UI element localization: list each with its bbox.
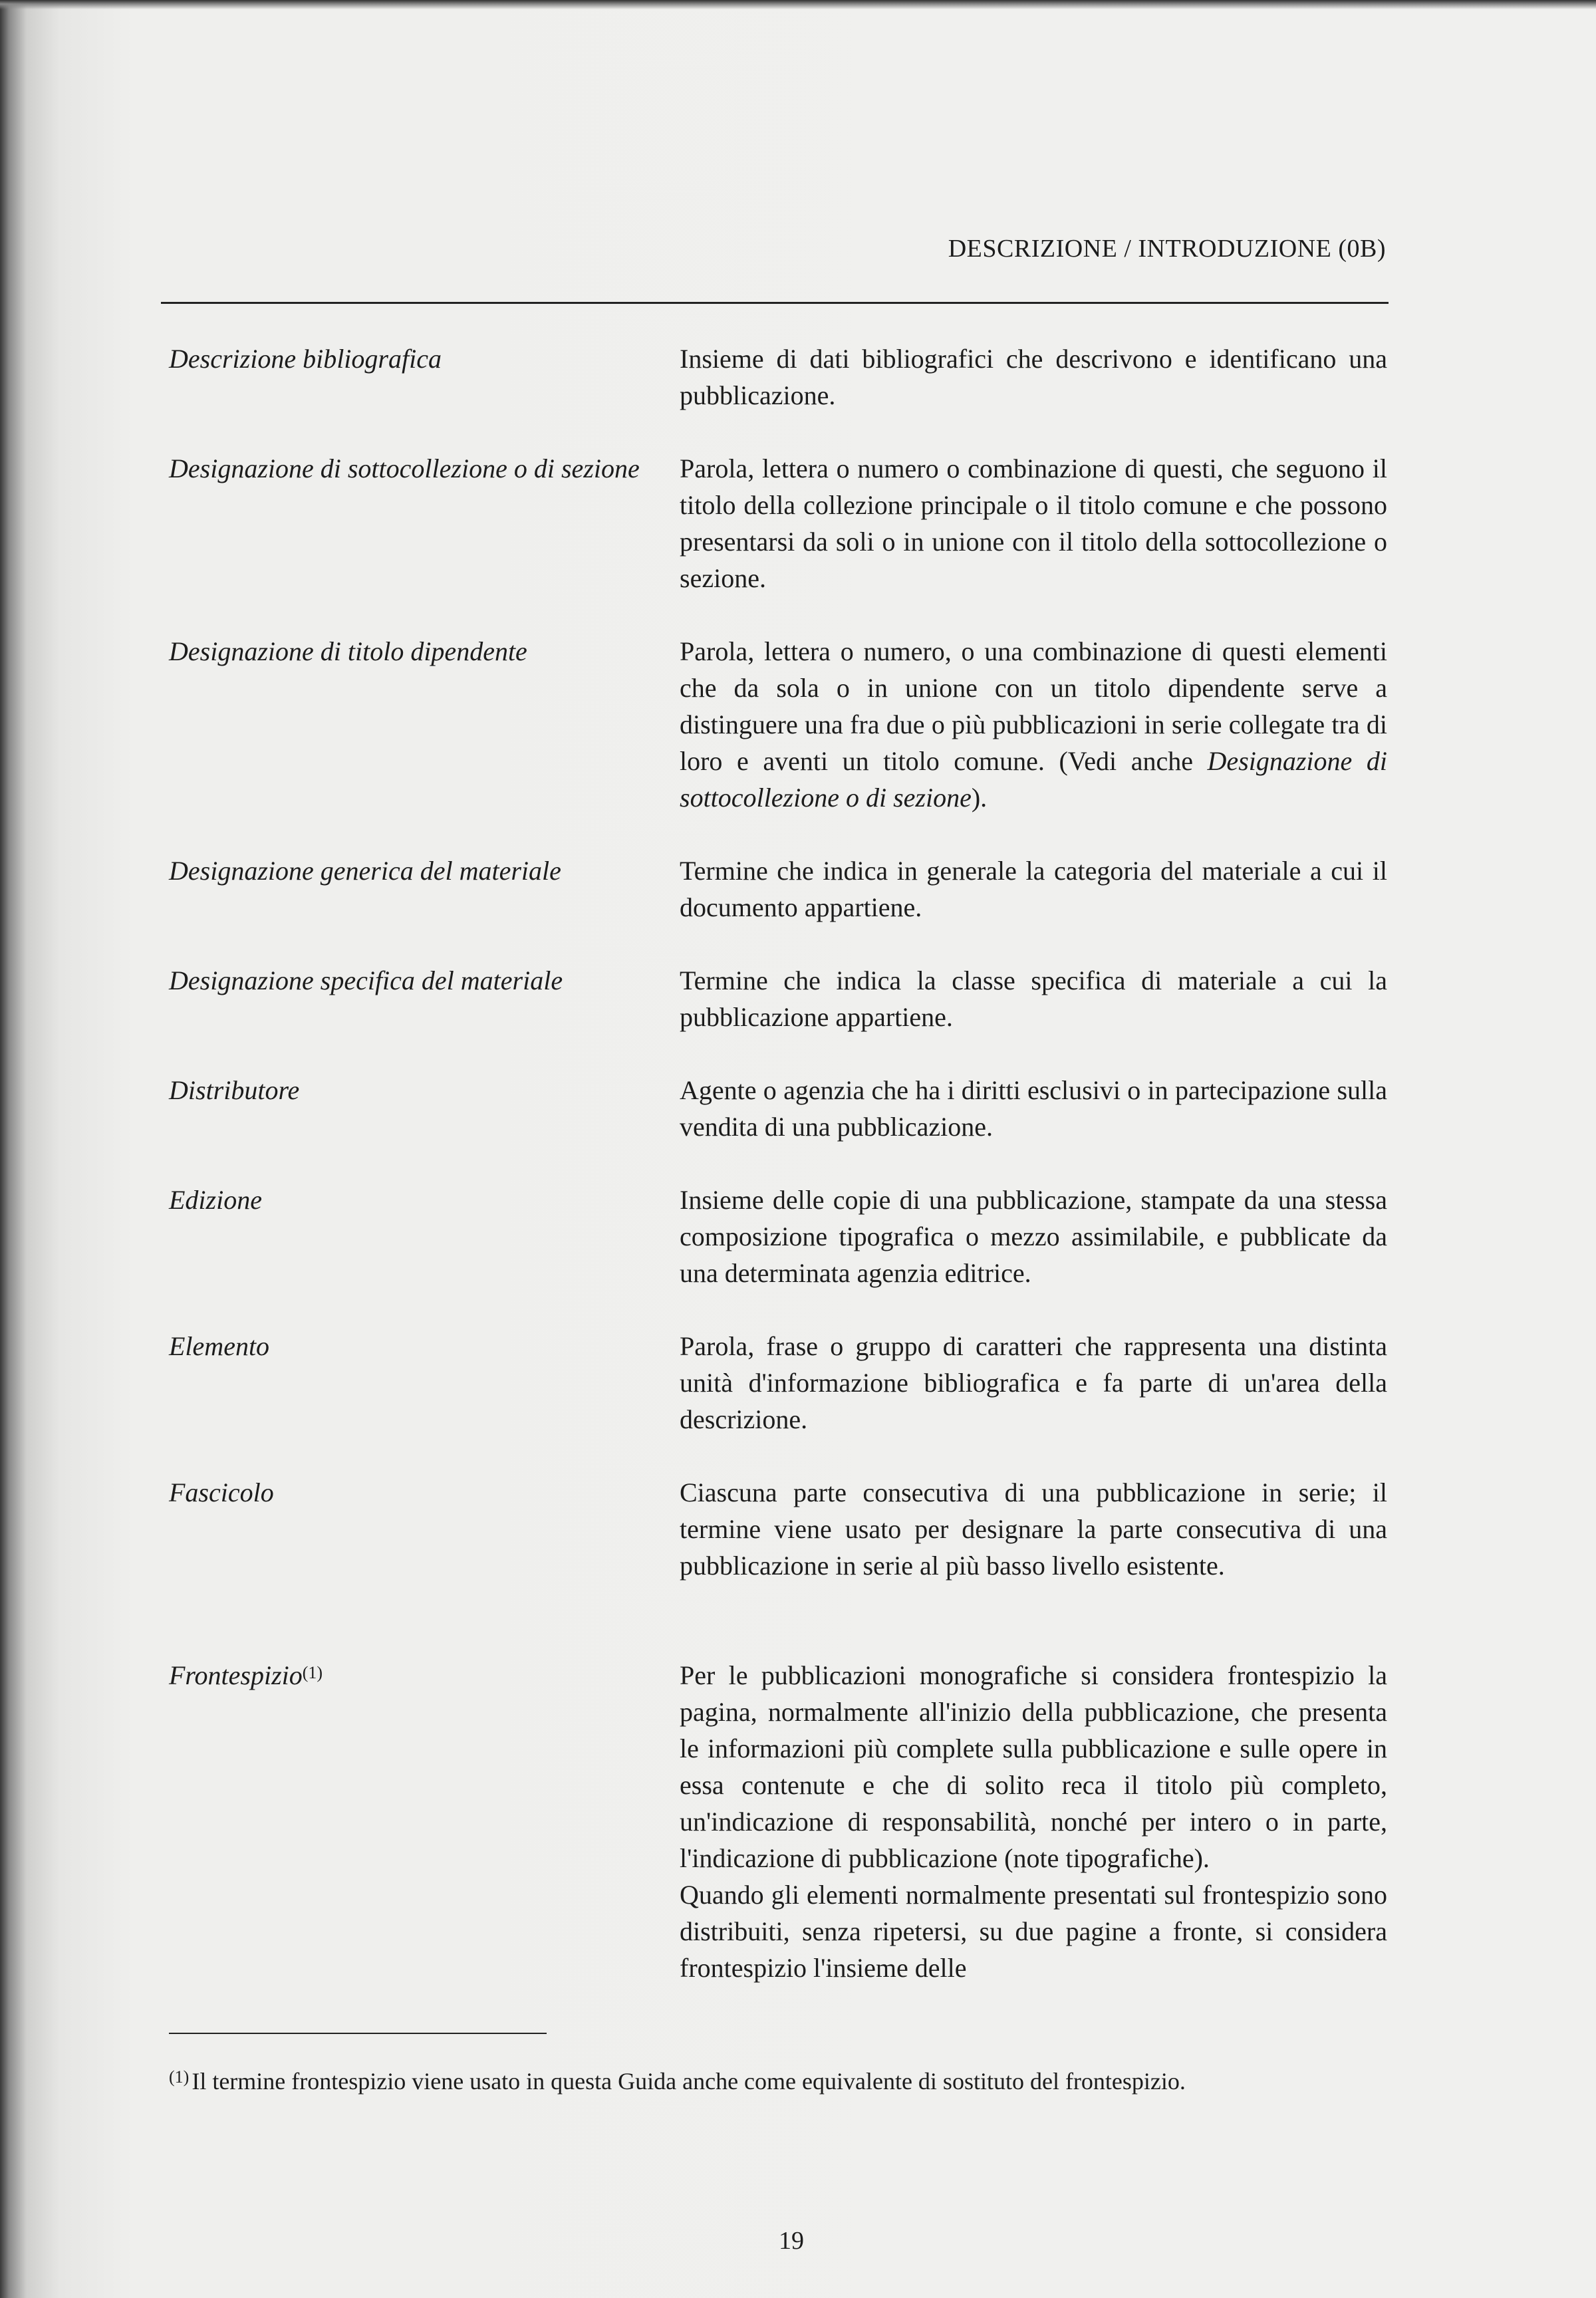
definition-designazione-generica: [680, 852, 1387, 926]
page-number: 19: [779, 2227, 804, 2255]
definition-text-end: ).: [971, 783, 988, 813]
definition-distributore: [680, 1072, 1387, 1145]
definition-designazione-specifica: [680, 962, 1387, 1035]
term-descrizione-bibliografica: Descrizione bibliografica: [169, 344, 442, 374]
term-frontespizio: [169, 1657, 674, 1694]
term-edizione: Edizione: [169, 1185, 262, 1215]
footnote-number: (1): [169, 2067, 190, 2087]
definition-descrizione-bibliografica: [680, 340, 1387, 414]
term-designazione-generica: Designazione generica del materiale: [169, 856, 561, 886]
definition-text: Insieme di dati bibliografici che descrivono e identificano una pubblicazione.: [680, 344, 1387, 410]
definition-elemento: [680, 1328, 1387, 1438]
term-designazione-titolo-dipendente: Designazione di titolo dipendente: [169, 636, 527, 666]
definition-frontespizio: [680, 1657, 1387, 1986]
definition-text: Termine che indica in generale la categoria del materiale a cui il documento appartiene.: [680, 856, 1387, 922]
term-text: Frontespizio: [169, 1660, 303, 1690]
definition-text: Parola, frase o gruppo di caratteri che rappresenta una distinta unità d'informazione bibliografica e fa parte di un'area della descrizione.: [680, 1331, 1387, 1434]
definition-text: Insieme delle copie di una pubblicazione, stampate da una stessa composizione tipografica o mezzo assimilabile, e pubblicate da una determinata agenzia editrice.: [680, 1185, 1387, 1288]
definition-text: Parola, lettera o numero o combinazione di questi, che seguono il titolo della collezione principale o il titolo comune e che possono presentarsi da soli o in unione con il titolo della sottocollezione o sezione.: [680, 453, 1387, 593]
definition-text: Ciascuna parte consecutiva di una pubblicazione in serie; il termine viene usato per designare la parte consecutiva di una pubblicazione in serie al più basso livello esistente.: [680, 1477, 1387, 1581]
footnote-rule: [169, 2033, 547, 2034]
term-distributore: Distributore: [169, 1075, 300, 1105]
definition-paragraph-1: Per le pubblicazioni monografiche si considera frontespizio la pagina, normalmente all'inizio della pubblicazione, che presenta le informazioni più complete sulla pubblicazione e sulle opere in essa contenute e che di solito reca il titolo più completo, un'indicazione di responsabilità, nonché per intero o in parte, l'indicazione di pubblicazione (note tipografiche).: [680, 1660, 1387, 1873]
term-fascicolo: Fascicolo: [169, 1477, 274, 1507]
running-head: DESCRIZIONE / INTRODUZIONE (0B): [948, 235, 1386, 263]
definition-italic-reference: Designazione di sottocollezione o di sezione: [680, 746, 1387, 813]
definition-text: [680, 633, 1387, 816]
definition-edizione: [680, 1182, 1387, 1291]
definition-designazione-titolo-dipendente: [680, 633, 1387, 816]
footnote-text: Il termine frontespizio viene usato in questa Guida anche come equivalente di sostituto del frontespizio.: [192, 2068, 1186, 2095]
term-designazione-sottocollezione: Designazione di sottocollezione o di sezione: [169, 453, 640, 483]
footnote: [169, 2065, 1393, 2097]
term-elemento: Elemento: [169, 1331, 270, 1361]
term-designazione-specifica: Designazione specifica del materiale: [169, 965, 563, 995]
definition-designazione-sottocollezione: [680, 450, 1387, 596]
definition-fascicolo: [680, 1474, 1387, 1584]
definition-paragraph-2: Quando gli elementi normalmente presentati sul frontespizio sono distribuiti, senza ripetersi, su due pagine a fronte, si considera frontespizio l'insieme delle: [680, 1880, 1387, 1983]
definition-text: Termine che indica la classe specifica di materiale a cui la pubblicazione appartiene.: [680, 965, 1387, 1032]
footnote-reference[interactable]: (1): [302, 1663, 323, 1682]
definition-text: Agente o agenzia che ha i diritti esclusivi o in partecipazione sulla vendita di una pubblicazione.: [680, 1075, 1387, 1142]
definition-text-start: Parola, lettera o numero, o una combinazione di questi elementi che da sola o in unione con un titolo dipendente serve a distinguere una fra due o più pubblicazioni in serie collegate tra di loro e aventi un titolo comune. (Vedi anche: [680, 636, 1387, 776]
